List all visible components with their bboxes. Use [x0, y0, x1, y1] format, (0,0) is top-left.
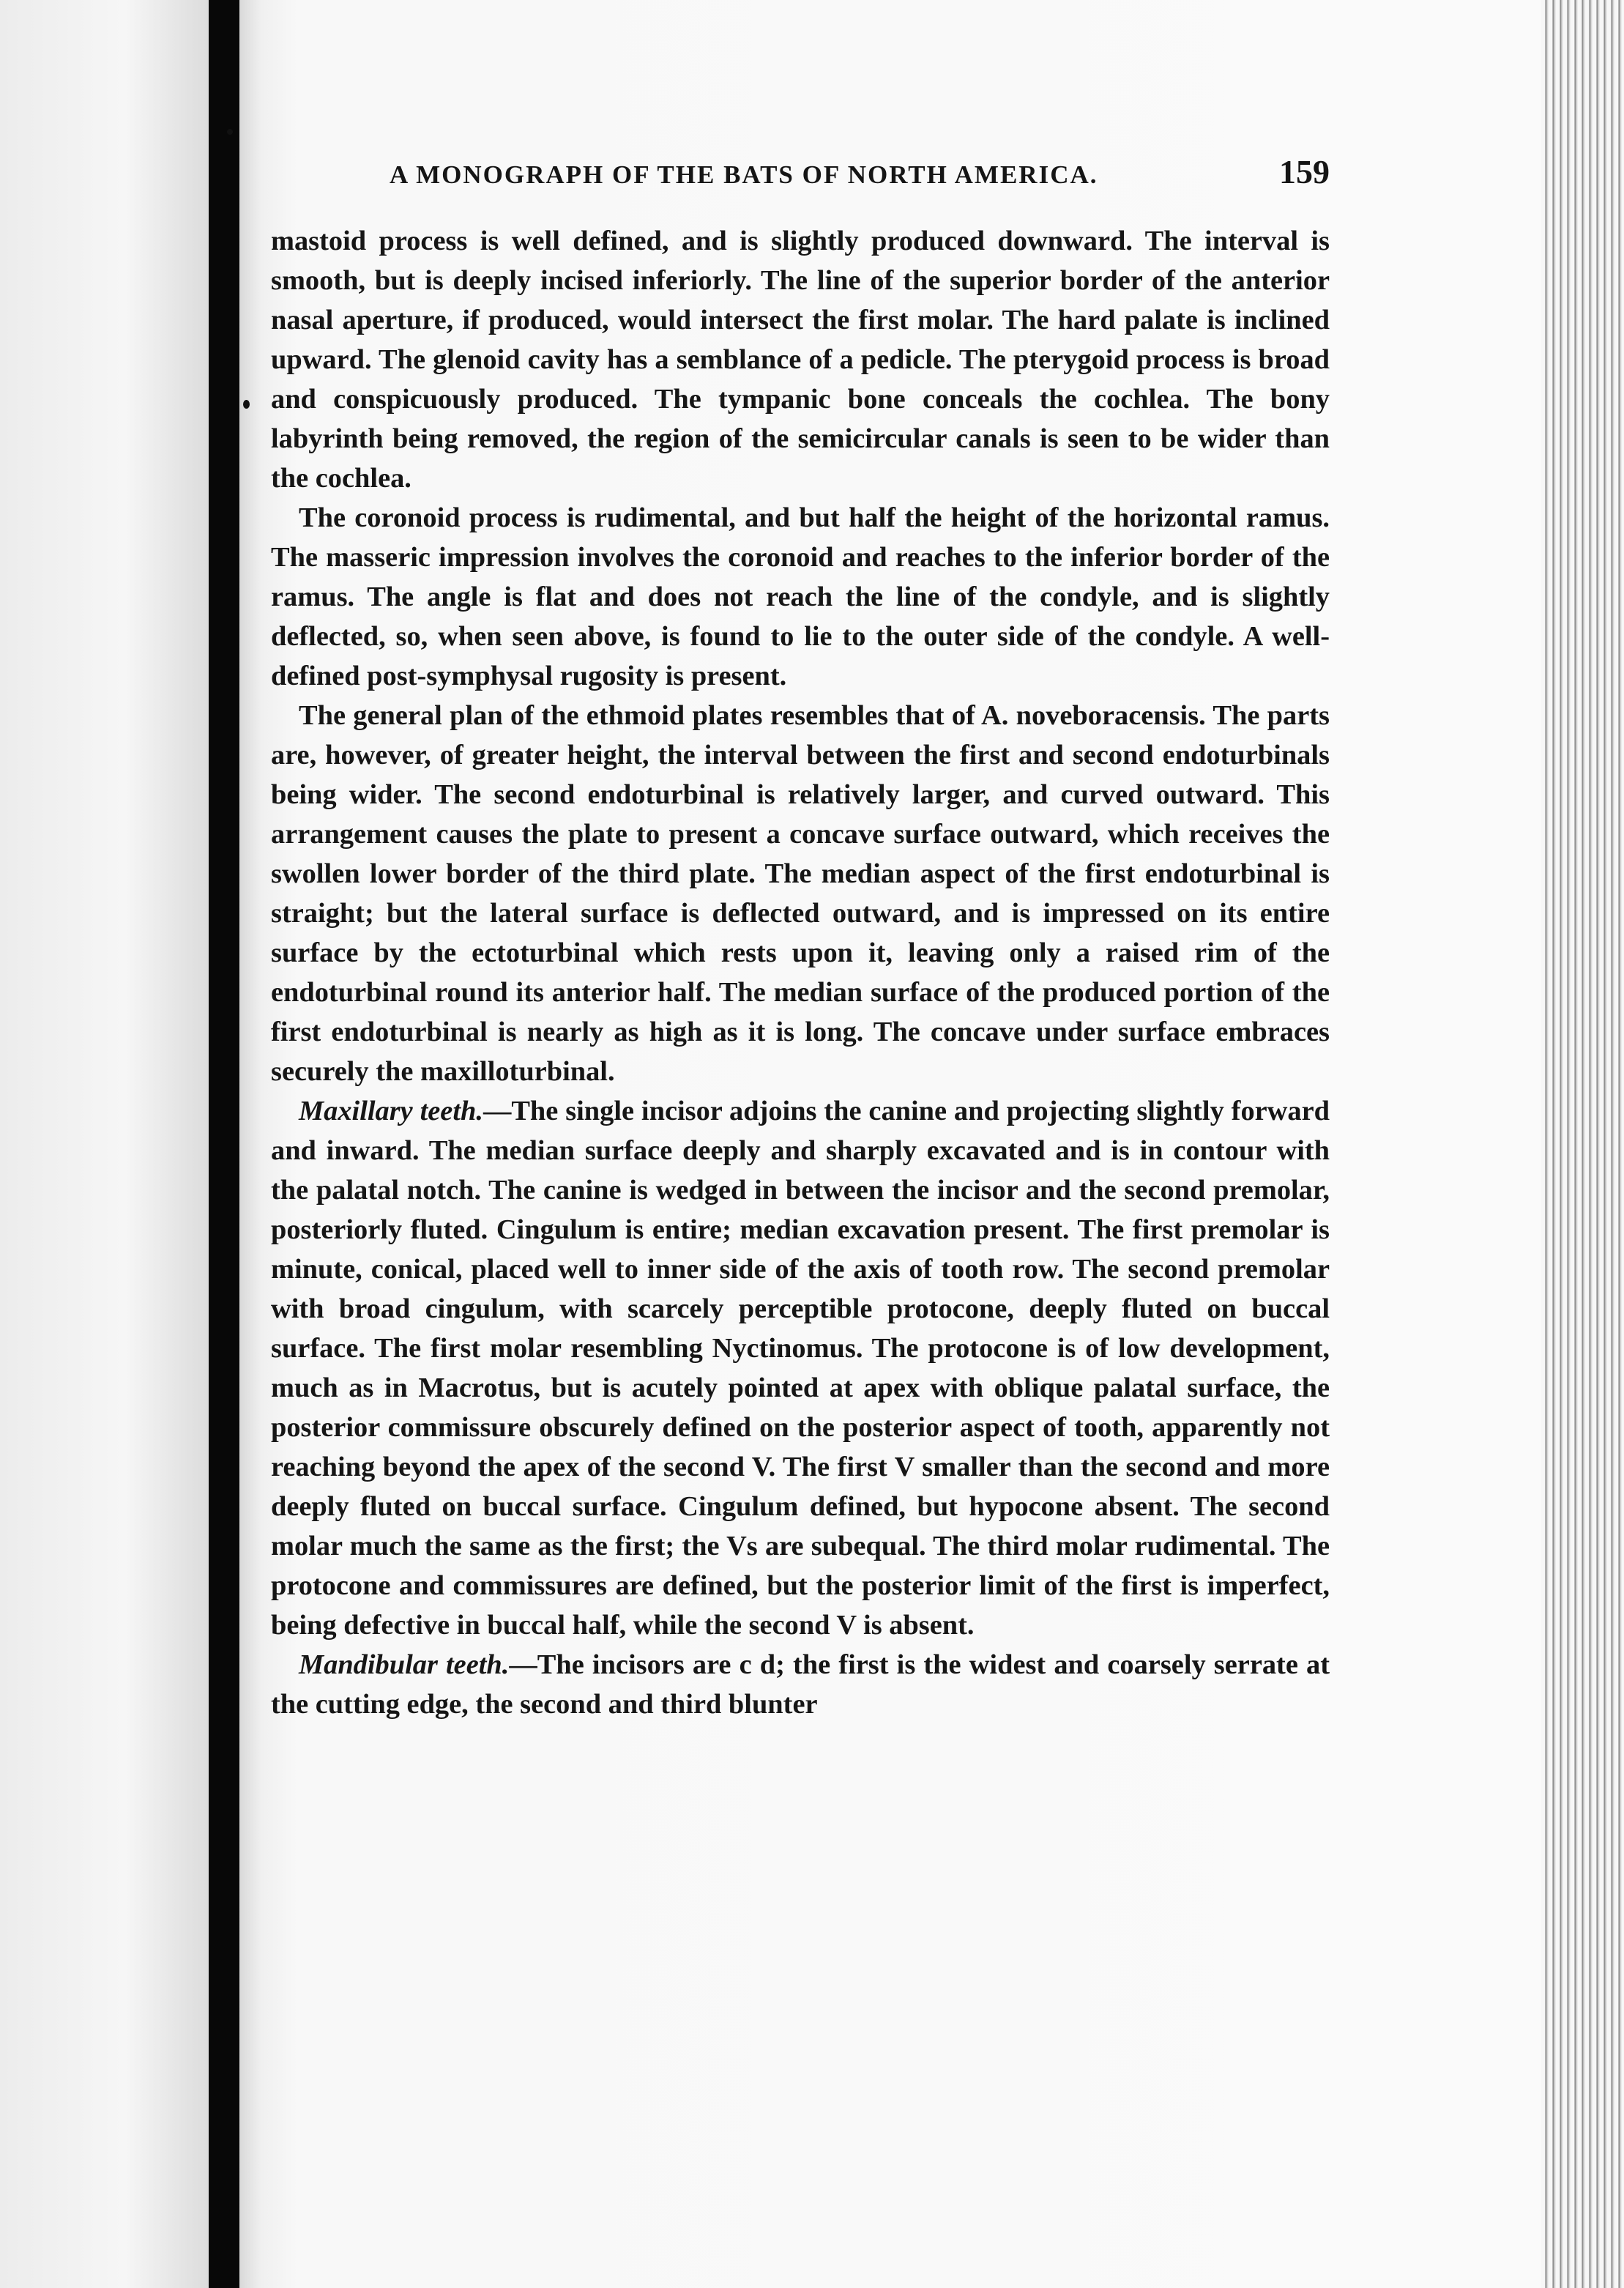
paragraph	[271, 1091, 1330, 1645]
paragraph	[271, 1645, 1330, 1724]
paragraph-text: mastoid process is well defined, and is slightly produced downward. The interval is smooth, but is deeply incised inferiorly. The line of the superior border of the anterior nasal aperture, if produced, would intersect the first molar. The hard palate is inclined upward. The glenoid cavity has a semblance of a pedicle. The pterygoid process is broad and conspicuously produced. The tympanic bone conceals the cochlea. The bony labyrinth being removed, the region of the semicircular canals is seen to be wider than the cochlea.	[271, 226, 1330, 494]
paragraph-text: The coronoid process is rudimental, and but half the height of the horizontal ramus. The masseric impression involves the coronoid and reaches to the inferior border of the ramus. The angle is flat and does not reach the line of the condyle, and is slightly deflected, so, when seen above, is found to lie to the outer side of the condyle. A well-defined post-symphysal rugosity is present.	[271, 502, 1330, 691]
paragraph	[271, 221, 1330, 498]
margin-speck	[227, 129, 233, 135]
paragraph-text: The general plan of the ethmoid plates resembles that of A. noveboracensis. The parts are, however, of greater height, the interval between the first and second endoturbinals being wider. The second endoturbinal is relatively larger, and curved outward. This arrangement causes the plate to present a concave surface outward, which receives the swollen lower border of the third plate. The median aspect of the first endoturbinal is straight; but the lateral surface is deflected outward, and is impressed on its entire surface by the ectoturbinal which rests upon it, leaving only a raised rim of the endoturbinal round its anterior half. The median surface of the produced portion of the first endoturbinal is nearly as high as it is long. The concave under surface embraces securely the maxilloturbinal.	[271, 700, 1330, 1087]
paragraph-text: —The single incisor adjoins the canine and projecting slightly forward and inward. The median surface deeply and sharply excavated and is in contour with the palatal notch. The canine is wedged in between the incisor and the second premolar, posteriorly fluted. Cingulum is entire; median excavation present. The first premolar is minute, conical, placed well to inner side of the axis of tooth row. The second premolar with broad cingulum, with scarcely perceptible protocone, deeply fluted on buccal surface. The first molar resembling Nyctinomus. The protocone is of low development, much as in Macrotus, but is acutely pointed at apex with oblique palatal surface, the posterior commissure obscurely defined on the posterior aspect of tooth, apparently not reaching beyond the apex of the second V. The first V smaller than the second and more deeply fluted on buccal surface. Cingulum defined, but hypocone absent. The second molar much the same as the first; the Vs are subequal. The third molar rudimental. The protocone and commissures are defined, but the posterior limit of the first is imperfect, being defective in buccal half, while the second V is absent.	[271, 1096, 1330, 1641]
book-gutter	[209, 0, 239, 2288]
section-lead-mandibular-teeth: Mandibular teeth.	[299, 1649, 510, 1680]
paragraph-text: —The incisors are c d; the first is the widest and coarsely serrate at the cutting edge, the second and third blunter	[271, 1649, 1330, 1720]
page-number: 159	[1279, 153, 1330, 190]
body-text	[271, 221, 1330, 1724]
page-edges	[1541, 0, 1624, 2288]
running-head: A MONOGRAPH OF THE BATS OF NORTH AMERICA.	[390, 160, 1098, 189]
paragraph	[271, 696, 1330, 1091]
paragraph	[271, 498, 1330, 696]
page-header	[390, 152, 1330, 196]
margin-speck	[243, 400, 250, 409]
facing-page	[0, 0, 209, 2288]
section-lead-maxillary-teeth: Maxillary teeth.	[299, 1096, 483, 1126]
